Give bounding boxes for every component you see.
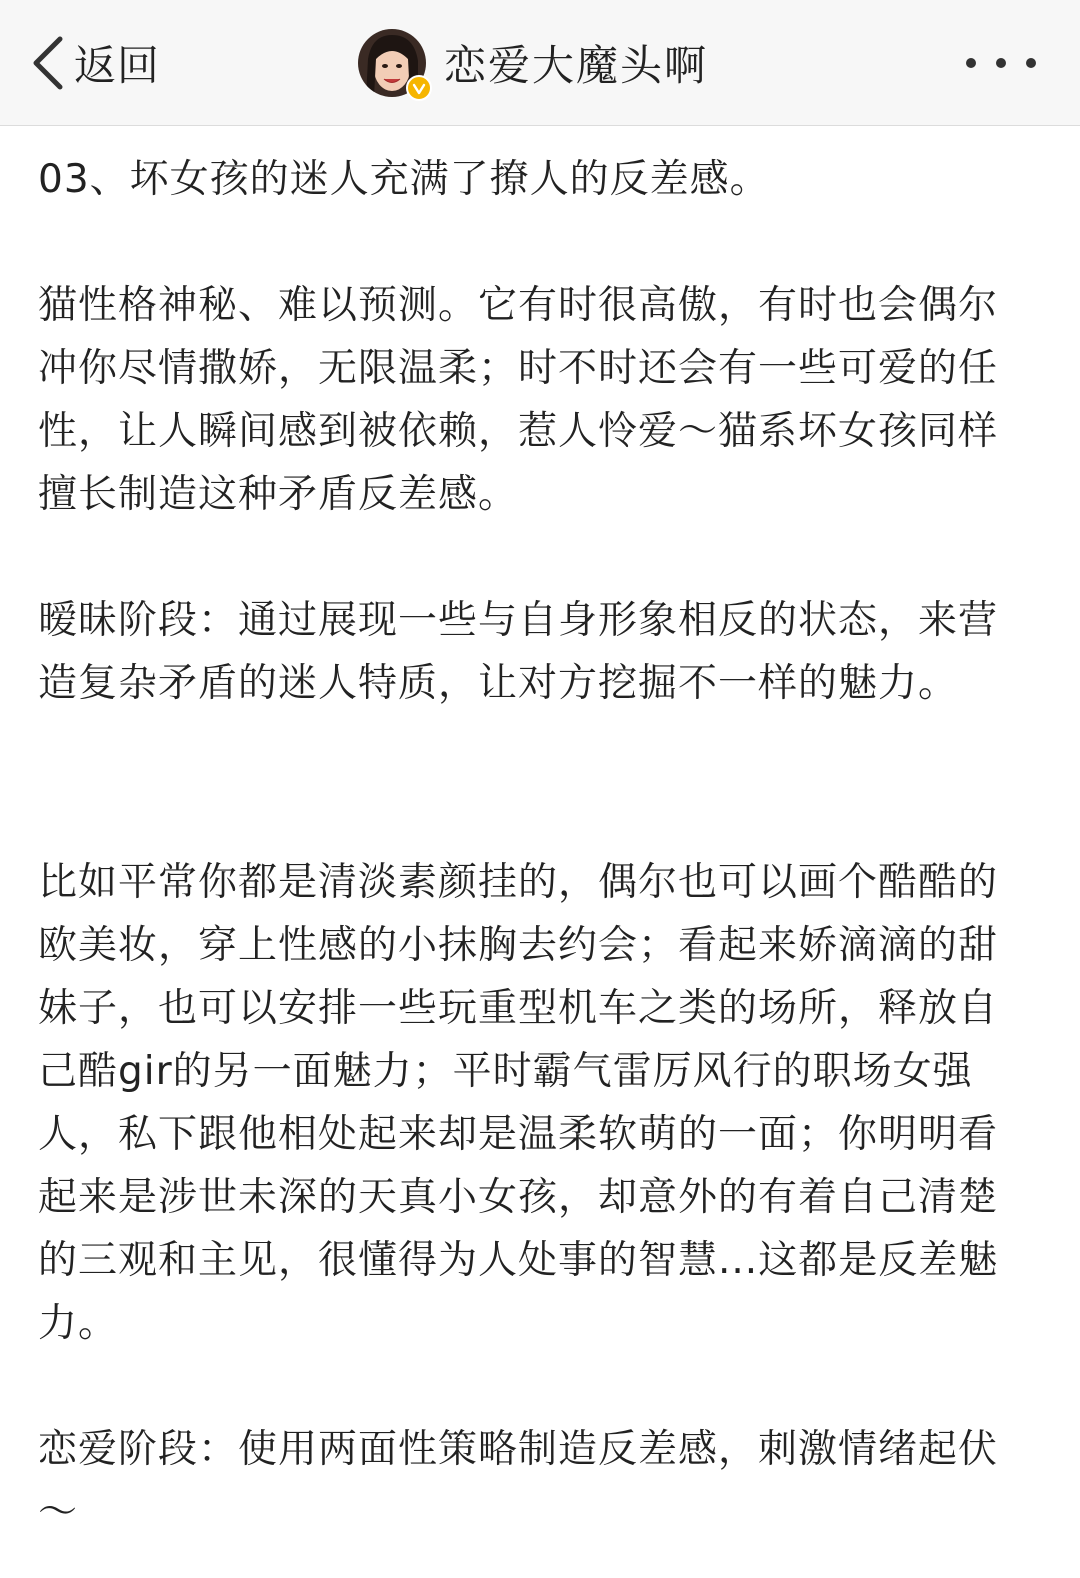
more-dots-icon [996,58,1006,68]
paragraph: 比如平常你都是清淡素颜挂的，偶尔也可以画个酷酷的欧美妆，穿上性感的小抹胸去约会；看起来娇滴滴的甜妹子，也可以安排一些玩重型机车之类的场所，释放自己酷gir的另一面魅力；平时霸气雷厉风行的职场女强人，私下跟他相处起来却是温柔软萌的一面；你明明看起来是涉世未深的天真小女孩，却意外的有着自己清楚的三观和主见，很懂得为人处事的智慧...这都是反差魅力。 [38,860,999,1346]
user-profile-link[interactable] [358,28,708,98]
paragraph: 猫性格神秘、难以预测。它有时很高傲，有时也会偶尔冲你尽情撒娇，无限温柔；时不时还会有一些可爱的任性，让人瞬间感到被依赖，惹人怜爱～猫系坏女孩同样擅长制造这种矛盾反差感。 [38,283,999,517]
more-options-button[interactable] [966,52,1036,74]
avatar[interactable] [358,29,426,97]
verified-badge-icon [406,75,432,101]
more-dots-icon [1026,58,1036,68]
back-label: 返回 [74,41,161,90]
username[interactable]: 恋爱大魔头啊 [444,41,709,90]
more-dots-icon [966,58,976,68]
back-button[interactable] [30,32,160,94]
paragraph: 恋爱阶段：使用两面性策略制造反差感，刺激情绪起伏～ [38,1427,999,1535]
paragraph: 暧昧阶段：通过展现一些与自身形象相反的状态，来营造复杂矛盾的迷人特质，让对方挖掘不一样的魅力。 [38,598,999,706]
chevron-left-icon [30,35,66,91]
nav-header [0,0,1080,126]
paragraph-heading: 03、坏女孩的迷人充满了撩人的反差感。 [38,157,770,202]
